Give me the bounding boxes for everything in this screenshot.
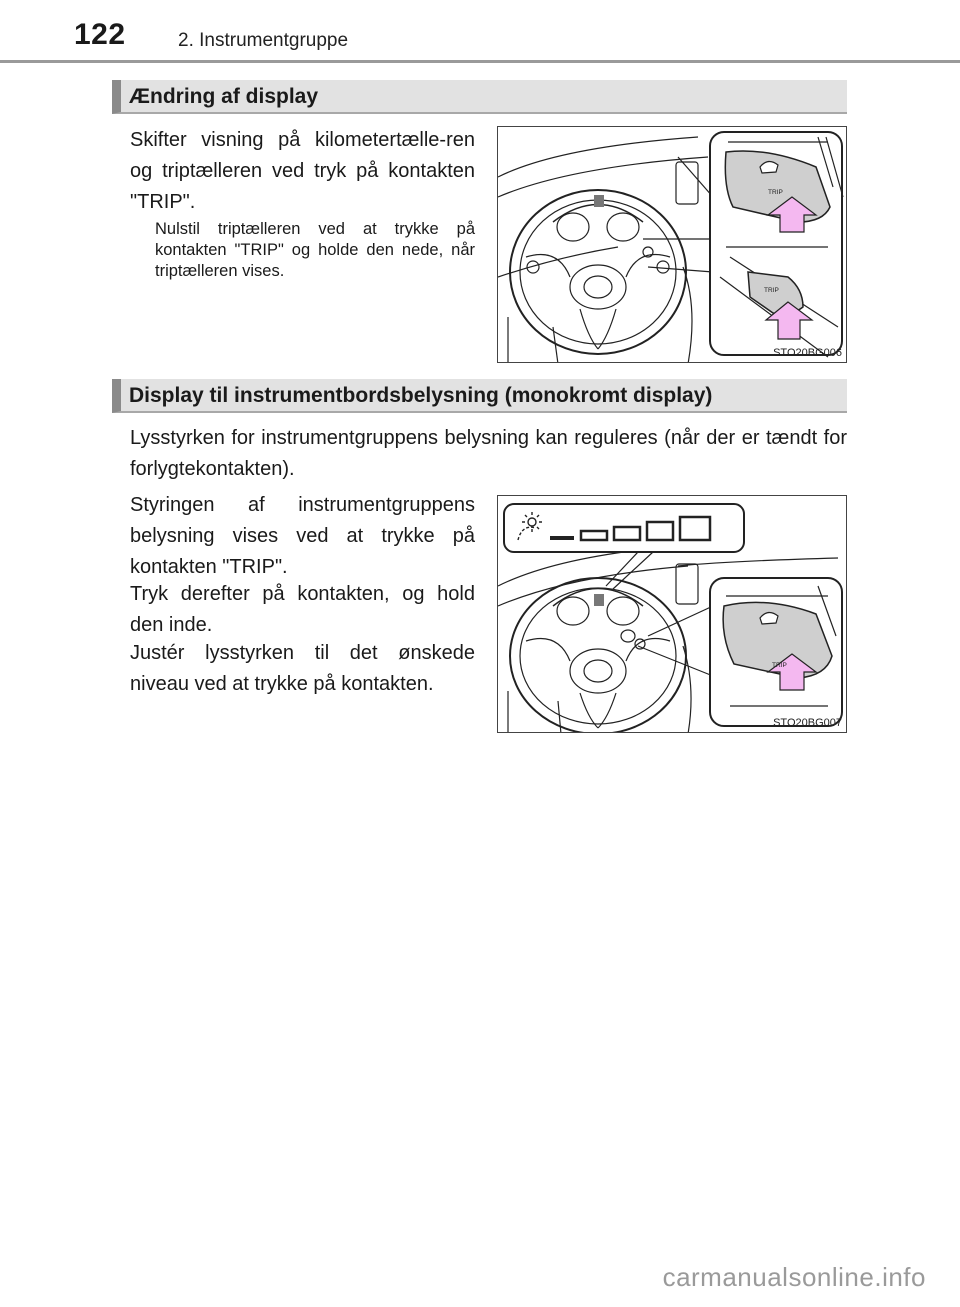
- figure-trip-button: [497, 126, 847, 363]
- trip-label-top: TRIP: [768, 189, 783, 196]
- section-title: Ændring af display: [129, 85, 319, 108]
- step-text: Justér lysstyrken til det ønskede niveau ved at trykke på kontakten.: [130, 642, 475, 695]
- brightness-bar-5: [680, 517, 710, 540]
- brightness-illustration: [498, 496, 847, 733]
- brightness-bar-1: [550, 536, 574, 540]
- chapter-title: 2. Instrumentgruppe: [178, 30, 349, 51]
- brightness-bar-4: [647, 522, 673, 540]
- section-heading-brightness: [112, 379, 847, 413]
- section-paragraph: Skifter visning på kilometertælle-ren og triptælleren ved tryk på kontakten "TRIP".: [130, 129, 475, 213]
- trip-label: TRIP: [772, 662, 787, 669]
- watermark: carmanualsonline.info: [662, 1262, 926, 1292]
- section-note: Nulstil triptælleren ved at trykke på kontakten "TRIP" og holde den nede, når triptælleren vises.: [155, 220, 475, 280]
- section-paragraph: Lysstyrken for instrumentgruppens belysning kan reguleres (når der er tændt for forlygtekontakten).: [130, 427, 847, 480]
- figure-code: STO20BG006: [773, 347, 842, 359]
- step-text: Tryk derefter på kontakten, og hold den inde.: [130, 583, 475, 636]
- brightness-bar-3: [614, 527, 640, 540]
- section-title: Display til instrumentbordsbelysning (monokromt display): [129, 384, 713, 407]
- page-number: 122: [74, 18, 126, 51]
- dashboard-illustration: [498, 127, 847, 363]
- figure-code: STO20BG007: [773, 717, 842, 729]
- trip-label-bottom: TRIP: [764, 287, 779, 294]
- header-divider: [0, 60, 960, 63]
- section-heading-display-change: [112, 80, 847, 114]
- brightness-bar-2: [581, 531, 607, 540]
- step-text: Styringen af instrumentgruppens belysning vises ved at trykke på kontakten "TRIP".: [130, 494, 475, 578]
- figure-brightness-display: [497, 495, 847, 733]
